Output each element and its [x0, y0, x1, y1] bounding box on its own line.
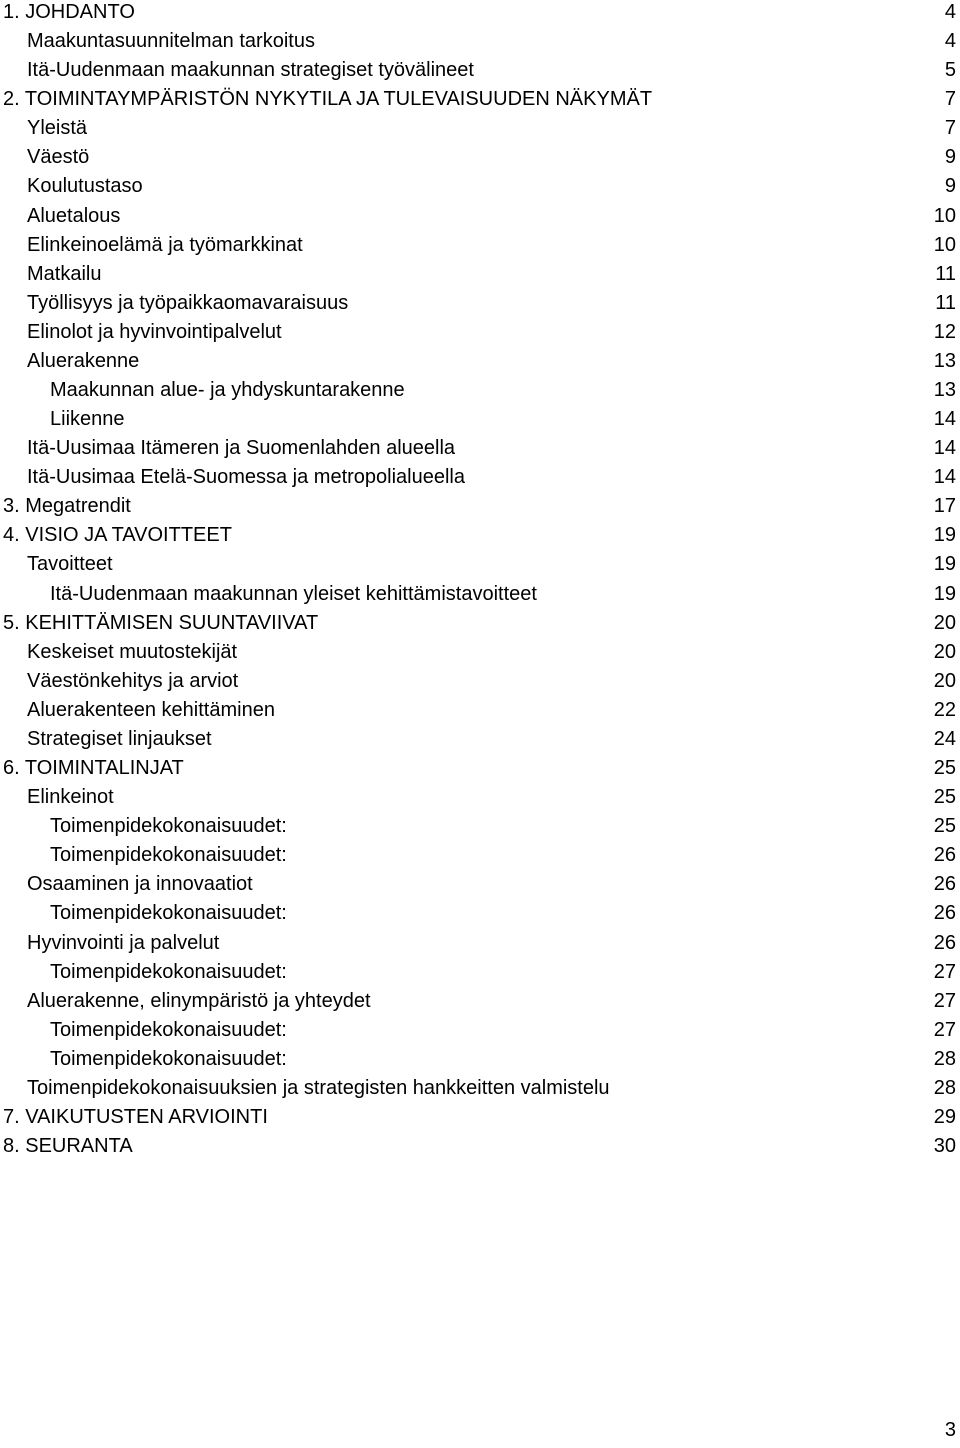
toc-entry[interactable] [0, 756, 960, 785]
toc-entry[interactable] [0, 1018, 960, 1047]
toc-entry[interactable] [0, 204, 960, 233]
toc-entry-title: 2. TOIMINTAYMPÄRISTÖN NYKYTILA JA TULEVAISUUDEN NÄKYMÄT [3, 88, 653, 111]
toc-entry-page: 29 [933, 1105, 956, 1128]
toc-entry-title: Aluerakenteen kehittäminen [27, 698, 275, 721]
toc-entry-page: 20 [933, 640, 956, 663]
toc-entry[interactable] [0, 87, 960, 116]
toc-entry-page: 10 [933, 204, 956, 227]
toc-entry-title: 7. VAIKUTUSTEN ARVIOINTI [3, 1105, 268, 1128]
toc-entry-title: Väestö [27, 146, 90, 169]
toc-entry-title: Toimenpidekokonaisuudet: [50, 960, 287, 983]
toc-entry-title: Aluetalous [27, 204, 121, 227]
toc-entry[interactable] [0, 1105, 960, 1134]
toc-entry-title: Maakuntasuunnitelman tarkoitus [27, 30, 315, 53]
toc-entry[interactable] [0, 436, 960, 465]
toc-entry[interactable] [0, 233, 960, 262]
toc-entry-page: 14 [933, 437, 956, 460]
toc-entry[interactable] [0, 843, 960, 872]
toc-entry-page: 9 [944, 146, 956, 169]
toc-entry[interactable] [0, 378, 960, 407]
toc-entry-page: 11 [935, 291, 956, 314]
toc-entry[interactable] [0, 465, 960, 494]
toc-entry-title: Liikenne [50, 408, 125, 431]
toc-entry-title: Koulutustaso [27, 175, 143, 198]
toc-entry-title: 5. KEHITTÄMISEN SUUNTAVIIVAT [3, 611, 319, 634]
toc-entry[interactable] [0, 320, 960, 349]
toc-entry[interactable] [0, 58, 960, 87]
toc-entry-page: 19 [933, 553, 956, 576]
toc-entry-title: 4. VISIO JA TAVOITTEET [3, 524, 232, 547]
toc-entry[interactable] [0, 407, 960, 436]
toc-entry-page: 7 [944, 117, 956, 140]
toc-entry-page: 22 [933, 698, 956, 721]
toc-entry-page: 28 [933, 1047, 956, 1070]
toc-entry-page: 26 [933, 844, 956, 867]
toc-entry-title: Strategiset linjaukset [27, 727, 212, 750]
toc-entry-title: 1. JOHDANTO [3, 1, 135, 23]
toc-entry-page: 27 [933, 960, 956, 983]
toc-entry-title: Hyvinvointi ja palvelut [27, 931, 220, 954]
toc-entry[interactable] [0, 785, 960, 814]
toc-entry-title: Elinkeinoelämä ja työmarkkinat [27, 233, 303, 256]
toc-entry-page: 19 [933, 524, 956, 547]
toc-entry-title: Itä-Uudenmaan maakunnan strategiset työvälineet [27, 59, 474, 82]
toc-entry-title: Elinolot ja hyvinvointipalvelut [27, 320, 282, 343]
toc-entry[interactable] [0, 814, 960, 843]
toc-entry[interactable] [0, 669, 960, 698]
toc-entry-page: 26 [933, 873, 956, 896]
toc-entry-title: Osaaminen ja innovaatiot [27, 873, 253, 896]
toc-entry-title: Toimenpidekokonaisuudet: [50, 815, 287, 838]
toc-entry-title: Yleistä [27, 117, 88, 140]
toc-entry[interactable] [0, 494, 960, 523]
toc-entry-title: 8. SEURANTA [3, 1135, 133, 1158]
toc-entry[interactable] [0, 145, 960, 174]
toc-entry-title: Työllisyys ja työpaikkaomavaraisuus [27, 291, 349, 314]
toc-entry-page: 26 [933, 931, 956, 954]
toc-entry-title: Väestönkehitys ja arviot [27, 669, 239, 692]
toc-entry[interactable] [0, 640, 960, 669]
toc-entry[interactable] [0, 582, 960, 611]
toc-entry-page: 19 [933, 582, 956, 605]
toc-entry[interactable] [0, 116, 960, 145]
toc-entry-title: 6. TOIMINTALINJAT [3, 757, 184, 780]
toc-entry[interactable] [0, 901, 960, 930]
toc-entry-page: 7 [944, 88, 956, 111]
toc-entry[interactable] [0, 1134, 960, 1163]
toc-entry-page: 25 [933, 815, 956, 838]
toc-entry-title: Itä-Uusimaa Etelä-Suomessa ja metropolialueella [27, 466, 465, 489]
toc-entry-title: Itä-Uusimaa Itämeren ja Suomenlahden alueella [27, 437, 456, 460]
toc-entry-page: 25 [933, 757, 956, 780]
toc-entry-page: 12 [933, 320, 956, 343]
page-number: 3 [944, 1419, 956, 1441]
toc-entry[interactable] [0, 698, 960, 727]
toc-entry-title: Tavoitteet [27, 553, 113, 576]
toc-entry[interactable] [0, 349, 960, 378]
toc-entry[interactable] [0, 989, 960, 1018]
toc-entry[interactable] [0, 727, 960, 756]
toc-entry[interactable] [0, 611, 960, 640]
toc-entry-page: 25 [933, 786, 956, 809]
toc-entry-page: 10 [933, 233, 956, 256]
toc-entry[interactable] [0, 872, 960, 901]
toc-entry[interactable] [0, 0, 960, 29]
toc-entry-page: 4 [944, 30, 956, 53]
toc-entry-page: 9 [944, 175, 956, 198]
toc-entry-title: Itä-Uudenmaan maakunnan yleiset kehittämistavoitteet [50, 582, 537, 605]
toc-entry-title: Toimenpidekokonaisuudet: [50, 1047, 287, 1070]
toc-entry-title: Toimenpidekokonaisuuksien ja strategisten hankkeitten valmistelu [27, 1076, 610, 1099]
toc-entry[interactable] [0, 262, 960, 291]
toc-entry-title: Toimenpidekokonaisuudet: [50, 902, 287, 925]
toc-entry-page: 27 [933, 989, 956, 1012]
toc-entry-page: 30 [933, 1135, 956, 1158]
toc-entry[interactable] [0, 291, 960, 320]
toc-entry-title: Maakunnan alue- ja yhdyskuntarakenne [50, 379, 405, 402]
toc-entry-page: 5 [944, 59, 956, 82]
toc-entry[interactable] [0, 960, 960, 989]
toc-entry[interactable] [0, 1076, 960, 1105]
toc-entry-page: 17 [933, 495, 956, 518]
toc-entry-page: 13 [933, 349, 956, 372]
toc-entry-title: 3. Megatrendit [3, 495, 131, 518]
toc-entry-title: Toimenpidekokonaisuudet: [50, 1018, 287, 1041]
toc-entry[interactable] [0, 931, 960, 960]
toc-entry-page: 20 [933, 611, 956, 634]
toc-entry[interactable] [0, 1047, 960, 1076]
toc-entry[interactable] [0, 174, 960, 203]
toc-entry-title: Aluerakenne, elinympäristö ja yhteydet [27, 989, 371, 1012]
toc-entry-title: Keskeiset muutostekijät [27, 640, 238, 663]
toc-entry-page: 27 [933, 1018, 956, 1041]
toc-entry-title: Aluerakenne [27, 349, 140, 372]
toc-entry-page: 14 [933, 466, 956, 489]
toc-entry-title: Toimenpidekokonaisuudet: [50, 844, 287, 867]
toc-entry-page: 14 [933, 408, 956, 431]
toc-entry-page: 13 [933, 379, 956, 402]
toc-entry[interactable] [0, 552, 960, 581]
toc-entry-page: 24 [933, 727, 956, 750]
toc-entry-page: 4 [944, 1, 956, 23]
toc-entry-page: 28 [933, 1076, 956, 1099]
toc-entry-page: 20 [933, 669, 956, 692]
toc-entry-title: Matkailu [27, 262, 102, 285]
toc-entry-page: 26 [933, 902, 956, 925]
toc-entry[interactable] [0, 523, 960, 552]
toc-entry[interactable] [0, 29, 960, 58]
toc-entry-title: Elinkeinot [27, 786, 114, 809]
toc-entry-page: 11 [935, 262, 956, 285]
